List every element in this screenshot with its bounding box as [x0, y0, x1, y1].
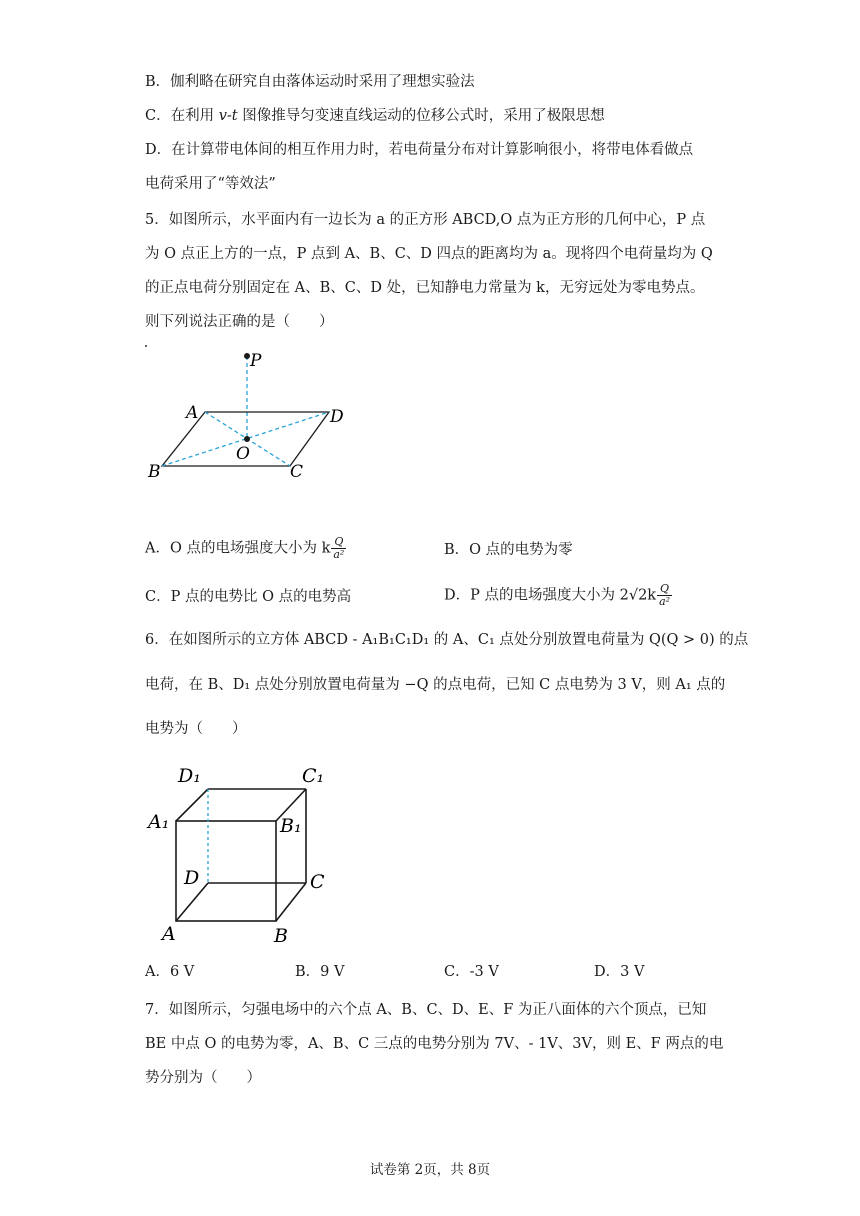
- q5-option-a-numerator: Q: [334, 535, 344, 548]
- q6-edge-a1-d1: [176, 789, 208, 821]
- q7-stem-line3: 势分别为（ ）: [145, 1070, 261, 1086]
- q6-label-a: A: [162, 923, 176, 945]
- q6-label-d1: D₁: [178, 765, 201, 787]
- q7-stem-line2: BE 中点 O 的电势为零，A、B、C 三点的电势分别为 7V、- 1V、3V，则 E、F 两点的电: [145, 1036, 724, 1052]
- q5-stem-line4: 则下列说法正确的是（ ）: [145, 314, 334, 330]
- q5-stem-line1: 5．如图所示，水平面内有一边长为 a 的正方形 ABCD,O 点为正方形的几何中心，P 点: [145, 212, 706, 228]
- q5-option-a: [145, 536, 347, 561]
- q4-option-d-line2: 电荷采用了“等效法”: [145, 176, 276, 192]
- q6-label-c1: C₁: [302, 765, 325, 787]
- q6-stem-line3: 电势为（ ）: [145, 721, 247, 737]
- q6-edge-c-b: [276, 883, 306, 921]
- q7-stem-line1: 7．如图所示，匀强电场中的六个点 A、B、C、D、E、F 为正八面体的六个顶点，已知: [145, 1002, 707, 1018]
- q6-cube-diagram: [140, 756, 360, 956]
- q4-option-c-var: v-t: [218, 108, 238, 124]
- q6-label-b1: B₁: [280, 815, 302, 837]
- q5-option-a-fraction: [331, 536, 346, 561]
- q5-stem-line2: 为 O 点正上方的一点，P 点到 A、B、C、D 四点的距离均为 a。现将四个电荷量均为 Q: [145, 246, 713, 262]
- q5-option-a-denominator: a²: [333, 548, 345, 561]
- q5-option-b: B．O 点的电势为零: [444, 542, 573, 558]
- q6-option-b: B．9 V: [295, 964, 345, 980]
- q5-option-d-denominator: a²: [659, 595, 671, 608]
- q5-option-d-fraction: [657, 583, 672, 608]
- q4-option-d-line1: D．在计算带电体间的相互作用力时，若电荷量分布对计算影响很小，将带电体看做点: [145, 142, 694, 158]
- q4-option-b: B．伽利略在研究自由落体运动时采用了理想实验法: [145, 74, 475, 90]
- q5-label-b: B: [148, 462, 161, 482]
- q5-point-o: [244, 436, 250, 442]
- q5-label-o: O: [236, 444, 250, 464]
- q5-option-c: C．P 点的电势比 O 点的电势高: [145, 589, 352, 605]
- q5-label-c: C: [290, 462, 304, 482]
- q4-option-c-prefix: C．在利用: [145, 108, 219, 124]
- q6-option-c: C．-3 V: [444, 964, 499, 980]
- q6-label-b: B: [274, 925, 288, 947]
- q5-label-a: A: [186, 403, 199, 423]
- q5-stem-line3: 的正点电荷分别固定在 A、B、C、D 处，已知静电力常量为 k，无穷远处为零电势点。: [145, 280, 705, 296]
- q4-option-c: [145, 106, 605, 126]
- q6-stem-line1: 6．在如图所示的立方体 ABCD - A₁B₁C₁D₁ 的 A、C₁ 点处分别放置电荷量为 Q(Q > 0) 的点: [145, 632, 749, 648]
- q4-option-c-suffix: 图像推导匀变速直线运动的位移公式时，采用了极限思想: [237, 108, 605, 124]
- q5-option-d: [444, 583, 673, 608]
- page-footer: 试卷第 2页，共 8页: [369, 1162, 491, 1178]
- q6-option-a: A．6 V: [145, 964, 195, 980]
- q5-option-d-numerator: Q: [660, 582, 670, 595]
- q5-label-p: P: [250, 351, 262, 371]
- q5-square-diagram: [140, 342, 370, 492]
- q6-label-a1: A₁: [148, 811, 170, 833]
- q5-option-a-text: A．O 点的电场强度大小为 k: [145, 540, 331, 557]
- q6-option-d: D．3 V: [594, 964, 645, 980]
- q6-label-d: D: [184, 867, 200, 889]
- q6-stem-line2: 电荷，在 B、D₁ 点处分别放置电荷量为 −Q 的点电荷，已知 C 点电势为 3 V，则 A₁ 点的: [145, 677, 726, 693]
- q5-option-d-text: D．P 点的电场强度大小为 2√2k: [444, 587, 657, 604]
- q5-label-d: D: [330, 407, 344, 427]
- q6-label-c: C: [310, 871, 325, 893]
